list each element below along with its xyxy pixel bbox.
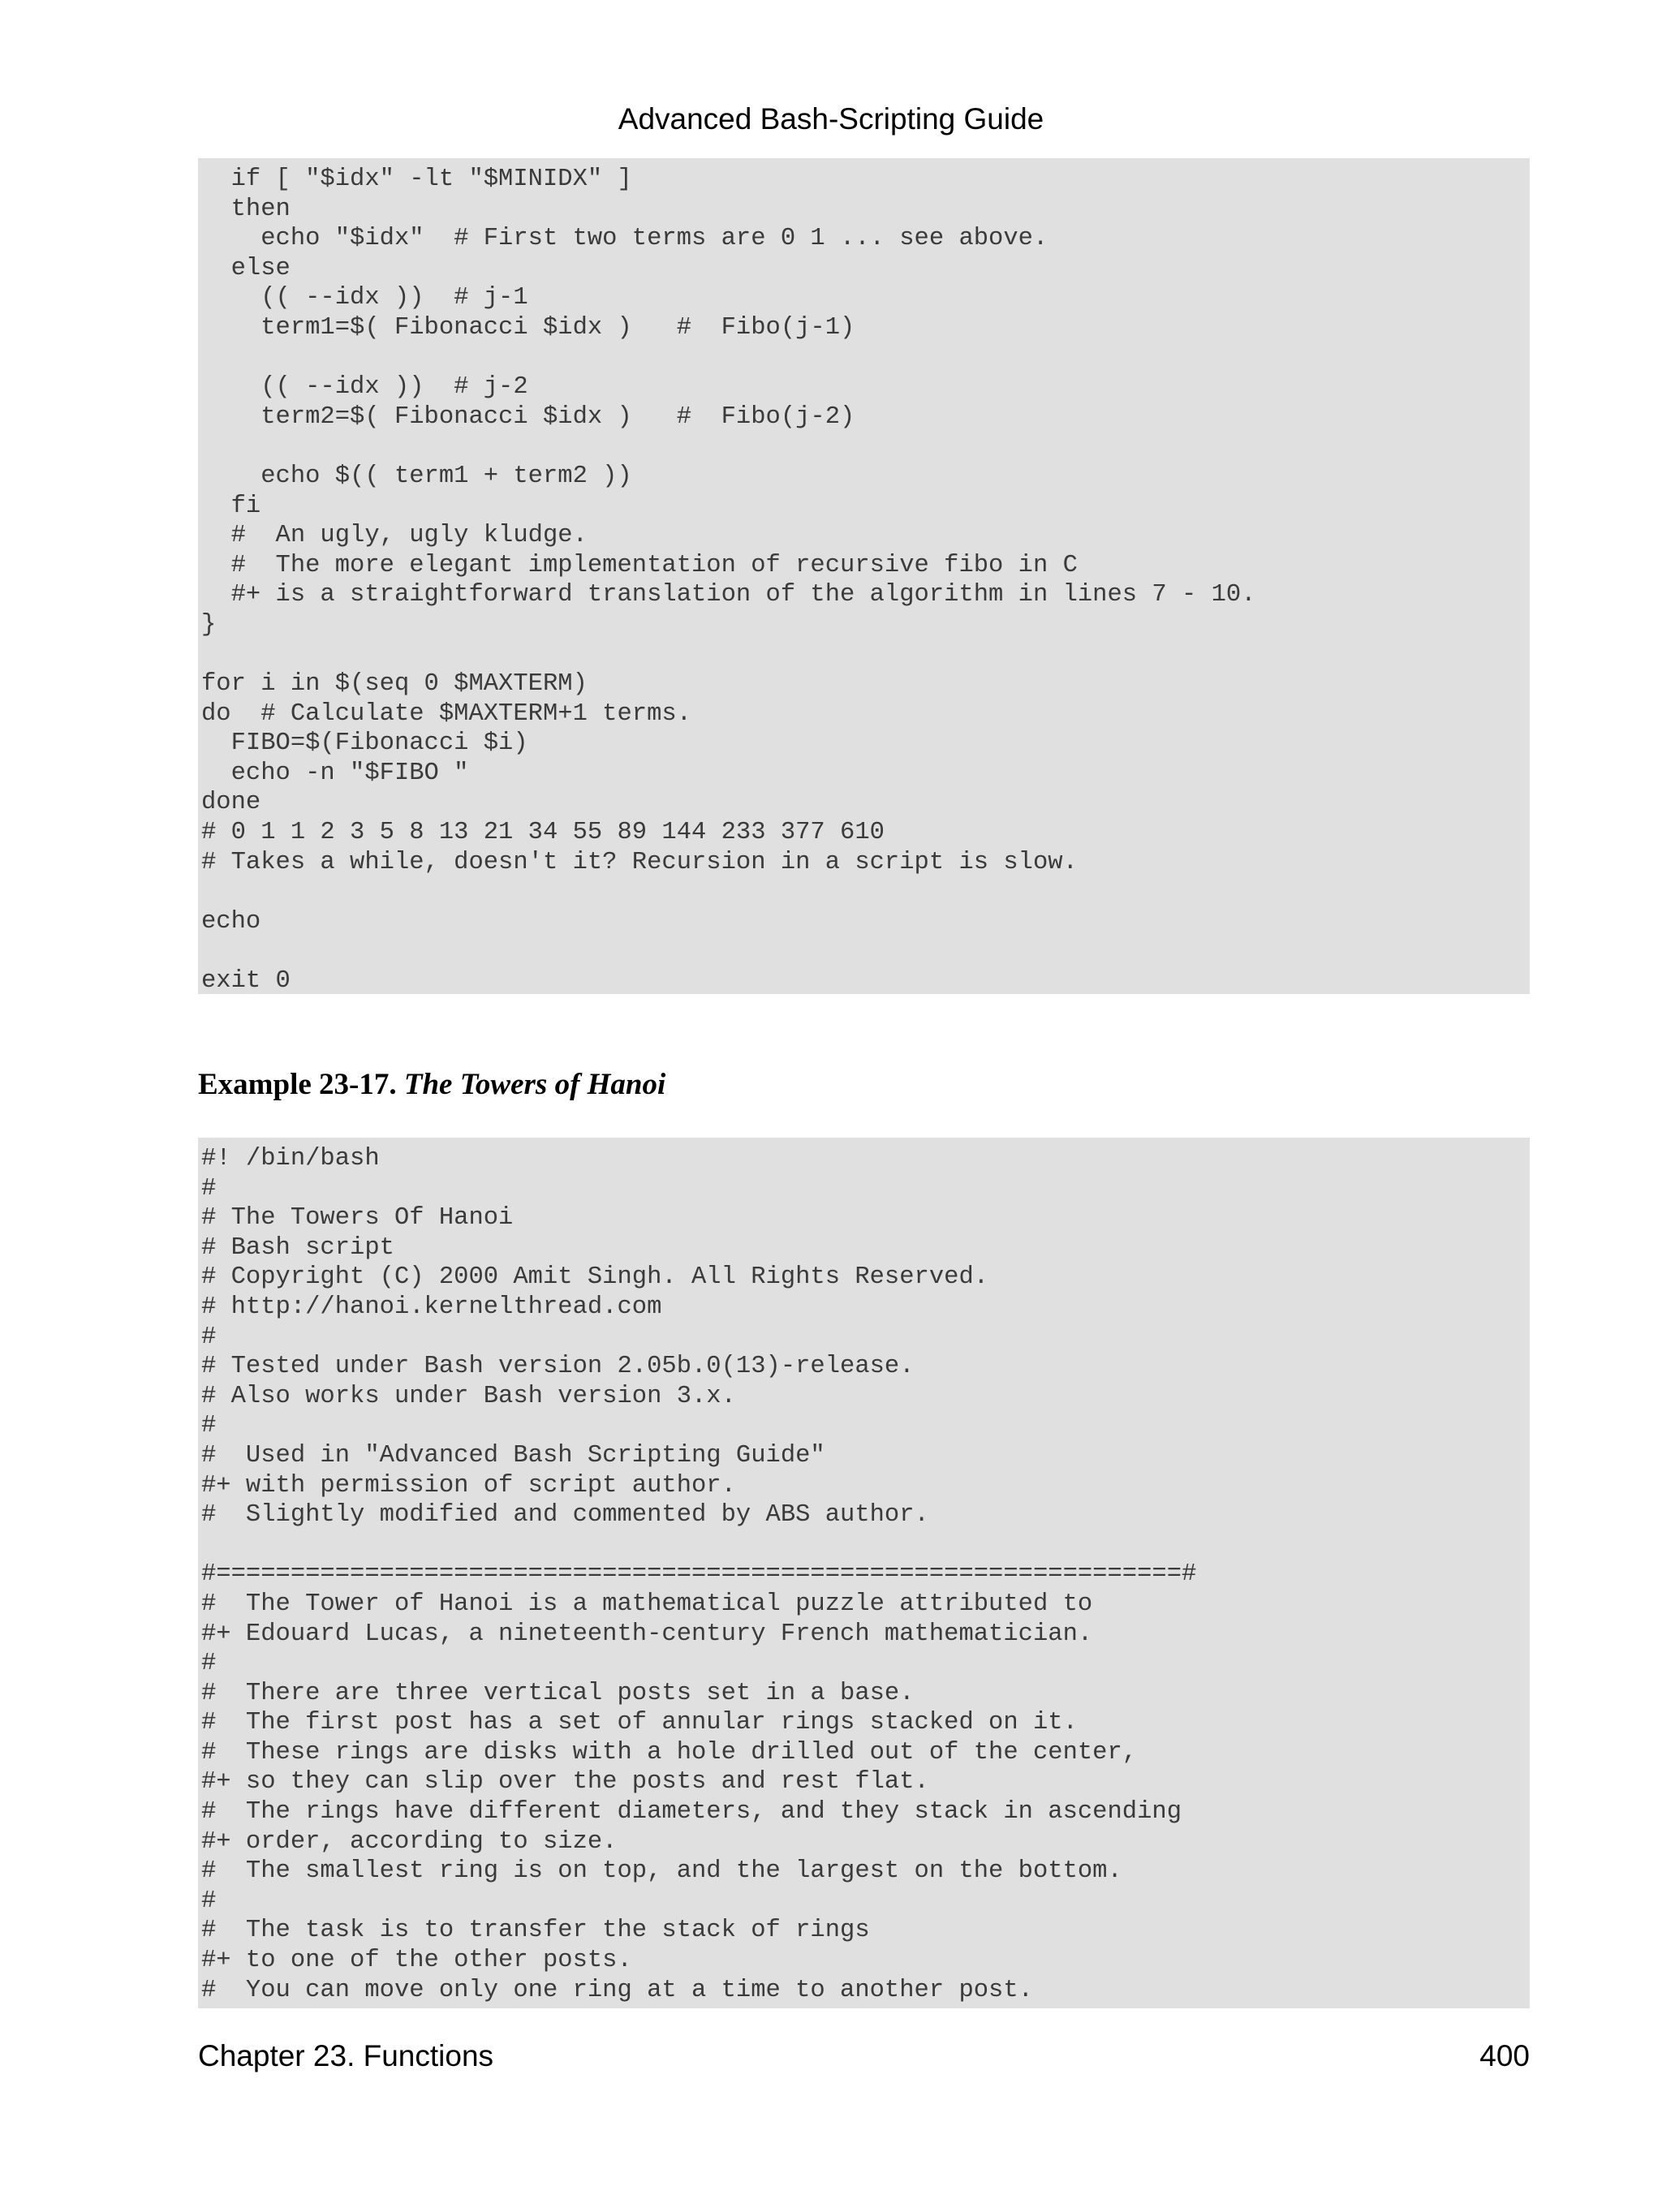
code-line: # The more elegant implementation of recursive fibo in C (201, 551, 1078, 579)
page-number: 400 (1479, 2039, 1530, 2072)
code-line: # The task is to transfer the stack of rings (201, 1917, 870, 1945)
code-line: # The rings have different diameters, and they stack in ascending (201, 1798, 1182, 1827)
code-line: echo "$idx" # First two terms are 0 1 ... see above. (201, 225, 1048, 253)
code-line: #! /bin/bash (201, 1145, 380, 1173)
code-line: # Bash script (201, 1233, 394, 1262)
code-line: # Also works under Bash version 3.x. (201, 1382, 736, 1410)
page-header: Advanced Bash-Scripting Guide (618, 102, 1044, 136)
example-name: The Towers of Hanoi (403, 1068, 666, 1101)
code-line: echo (201, 907, 261, 936)
code-line: exit 0 (201, 967, 291, 994)
code-line: # Copyright (C) 2000 Amit Singh. All Rights Reserved. (201, 1263, 989, 1292)
code-line: FIBO=$(Fibonacci $i) (201, 729, 528, 758)
code-line: (( --idx )) # j-1 (201, 284, 528, 312)
code-line: for i in $(seq 0 $MAXTERM) (201, 670, 588, 699)
code-line: else (201, 254, 291, 282)
code-line: do # Calculate $MAXTERM+1 terms. (201, 699, 691, 728)
code-line: # An ugly, ugly kludge. (201, 522, 588, 550)
code-line: #+ Edouard Lucas, a nineteenth-century French mathematician. (201, 1620, 1093, 1648)
code-line: # (201, 1887, 217, 1915)
code-line: if [ "$idx" -lt "$MINIDX" ] (201, 166, 632, 193)
code-line: done (201, 789, 261, 817)
example-title (198, 1063, 665, 1107)
code-line: # (201, 1174, 217, 1203)
code-line: term2=$( Fibonacci $idx ) # Fibo(j-2) (201, 402, 855, 431)
code-line: (( --idx )) # j-2 (201, 373, 528, 402)
code-listing-towers-of-hanoi (198, 1138, 1530, 2008)
code-line: fi (201, 492, 261, 520)
code-line: echo -n "$FIBO " (201, 759, 469, 787)
code-line: # (201, 1650, 217, 1678)
code-line: # Takes a while, doesn't it? Recursion in a script is slow. (201, 848, 1078, 876)
code-line: #+ with permission of script author. (201, 1471, 736, 1500)
code-line: #+ order, according to size. (201, 1827, 618, 1856)
code-line: term1=$( Fibonacci $idx ) # Fibo(j-1) (201, 313, 855, 342)
code-text (201, 165, 1530, 994)
code-text (201, 1144, 1530, 2005)
code-line: # These rings are disks with a hole drilled out of the center, (201, 1738, 1138, 1767)
code-line: #+ so they can slip over the posts and rest flat. (201, 1768, 929, 1797)
code-line: # You can move only one ring at a time to another post. (201, 1976, 1033, 2004)
code-line: } (201, 610, 217, 639)
code-line: then (201, 195, 291, 223)
code-line: echo $(( term1 + term2 )) (201, 462, 632, 490)
code-line: #+ is a straightforward translation of the algorithm in lines 7 - 10. (201, 581, 1256, 609)
code-line: # The first post has a set of annular rings stacked on it. (201, 1709, 1078, 1737)
code-line: # The Towers Of Hanoi (201, 1204, 514, 1233)
example-label: Example 23-17. (198, 1068, 397, 1101)
code-line: # http://hanoi.kernelthread.com (201, 1293, 662, 1321)
code-line: # Slightly modified and commented by ABS author. (201, 1501, 929, 1530)
code-line: # There are three vertical posts set in a base. (201, 1679, 915, 1707)
code-line: # The smallest ring is on top, and the largest on the bottom. (201, 1857, 1122, 1886)
code-line: #+ to one of the other posts. (201, 1947, 632, 1975)
code-listing-fibonacci (198, 158, 1530, 994)
code-line: # 0 1 1 2 3 5 8 13 21 34 55 89 144 233 377 610 (201, 819, 885, 847)
code-line: # (201, 1323, 217, 1351)
chapter-title: Chapter 23. Functions (198, 2039, 494, 2072)
code-line: # The Tower of Hanoi is a mathematical puzzle attributed to (201, 1590, 1093, 1618)
code-line: # Used in "Advanced Bash Scripting Guide" (201, 1441, 825, 1470)
code-line: #=================================================================# (201, 1560, 1197, 1589)
code-line: # Tested under Bash version 2.05b.0(13)-release. (201, 1353, 915, 1381)
code-line: # (201, 1412, 217, 1440)
